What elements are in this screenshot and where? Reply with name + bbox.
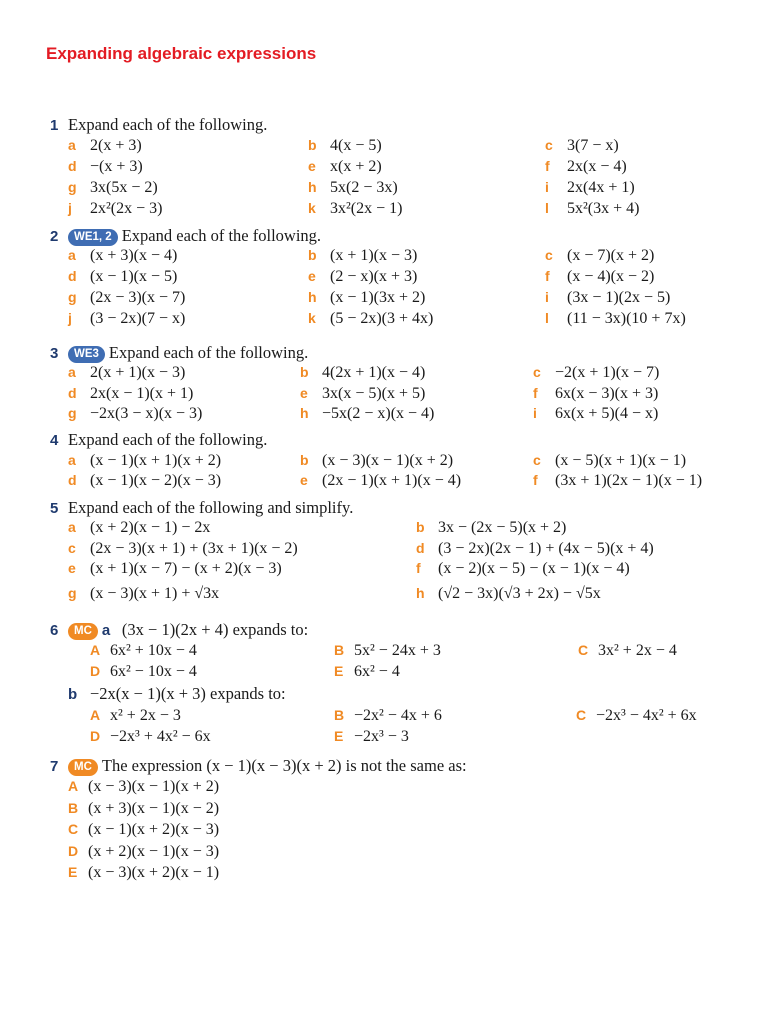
question-number: 7 bbox=[50, 758, 59, 775]
exercise-item bbox=[68, 383, 193, 403]
exercise-item bbox=[308, 266, 417, 286]
question-4-header bbox=[50, 429, 267, 451]
question-number: 5 bbox=[50, 500, 59, 517]
item-label: B bbox=[68, 799, 79, 816]
item-label: h bbox=[300, 405, 309, 421]
exercise-item bbox=[308, 135, 382, 155]
exercise-item bbox=[545, 308, 686, 328]
item-expression: 6x² − 4 bbox=[354, 663, 400, 680]
item-expression: 6x(x + 5)(4 − x) bbox=[555, 405, 659, 422]
question-7-header bbox=[50, 755, 467, 777]
item-label: c bbox=[68, 539, 76, 556]
item-expression: −(x + 3) bbox=[90, 158, 143, 175]
exercise-item bbox=[416, 583, 601, 603]
question-number: 4 bbox=[50, 432, 59, 449]
item-label: h bbox=[416, 585, 425, 601]
item-label: a bbox=[68, 137, 76, 153]
exercise-item bbox=[416, 517, 566, 537]
item-expression: −2(x + 1)(x − 7) bbox=[555, 364, 660, 381]
question-prompt: Expand each of the following. bbox=[68, 430, 268, 449]
item-label: e bbox=[68, 560, 76, 576]
item-label: d bbox=[68, 472, 77, 488]
worksheet-title: Expanding algebraic expressions bbox=[46, 44, 317, 63]
item-label: C bbox=[68, 821, 79, 837]
exercise-item bbox=[68, 841, 219, 861]
exercise-item bbox=[68, 245, 177, 265]
question-3-header bbox=[50, 342, 308, 364]
item-expression: (x − 5)(x + 1)(x − 1) bbox=[555, 452, 687, 469]
worked-example-badge: WE1, 2 bbox=[68, 229, 118, 246]
item-label: h bbox=[308, 289, 317, 305]
exercise-item bbox=[68, 798, 219, 818]
item-label: c bbox=[545, 247, 553, 263]
exercise-item bbox=[308, 177, 398, 197]
exercise-item bbox=[416, 538, 654, 558]
item-expression: −2x³ + 4x² − 6x bbox=[110, 728, 211, 745]
item-expression: 5x² − 24x + 3 bbox=[354, 642, 441, 659]
exercise-item bbox=[334, 705, 442, 725]
exercise-item bbox=[68, 308, 185, 328]
question-prompt: (3x − 1)(2x + 4) expands to: bbox=[121, 620, 309, 639]
exercise-item bbox=[68, 156, 143, 176]
part-label: a bbox=[101, 622, 111, 639]
item-expression: (3x − 1)(2x − 5) bbox=[567, 289, 671, 306]
question-number: 1 bbox=[50, 117, 59, 134]
item-label: g bbox=[68, 405, 77, 421]
item-label: a bbox=[68, 452, 76, 468]
item-label: b bbox=[300, 364, 309, 380]
exercise-item bbox=[90, 726, 211, 746]
exercise-item bbox=[68, 403, 202, 423]
item-expression: 6x² + 10x − 4 bbox=[110, 642, 197, 659]
item-label: B bbox=[334, 642, 345, 658]
question-6b-header bbox=[68, 683, 286, 705]
exercise-item bbox=[545, 266, 654, 286]
exercise-item bbox=[300, 362, 425, 382]
item-expression: (x − 4)(x − 2) bbox=[567, 268, 655, 285]
item-label: k bbox=[308, 200, 316, 216]
item-label: b bbox=[300, 452, 309, 468]
item-expression: (x − 1)(x − 5) bbox=[90, 268, 178, 285]
item-expression: (3 − 2x)(7 − x) bbox=[90, 310, 186, 327]
item-label: f bbox=[545, 158, 550, 174]
exercise-item bbox=[68, 862, 219, 882]
item-label: c bbox=[545, 137, 553, 153]
item-expression: (x − 3)(x − 1)(x + 2) bbox=[322, 452, 454, 469]
item-label: f bbox=[545, 268, 550, 284]
item-expression: 2x(x − 4) bbox=[567, 158, 627, 175]
item-expression: −2x³ − 3 bbox=[354, 728, 409, 745]
exercise-item bbox=[533, 450, 686, 470]
question-prompt: Expand each of the following and simplify. bbox=[68, 498, 354, 517]
item-expression: (3 − 2x)(2x − 1) + (4x − 5)(x + 4) bbox=[438, 539, 654, 557]
exercise-item bbox=[308, 245, 417, 265]
question-prompt: Expand each of the following. bbox=[68, 115, 268, 134]
exercise-item bbox=[68, 135, 142, 155]
item-label: D bbox=[68, 842, 79, 859]
item-expression: (x + 1)(x − 3) bbox=[330, 247, 418, 264]
item-expression: 4(2x + 1)(x − 4) bbox=[322, 364, 426, 381]
exercise-item bbox=[545, 177, 635, 197]
exercise-item bbox=[68, 517, 210, 537]
item-expression: (√2 − 3x)(√3 + 2x) − √5x bbox=[438, 585, 601, 602]
item-label: k bbox=[308, 310, 316, 326]
exercise-item bbox=[68, 266, 177, 286]
item-expression: 2x(x − 1)(x + 1) bbox=[90, 384, 194, 402]
exercise-item bbox=[533, 403, 658, 423]
exercise-item bbox=[533, 362, 659, 382]
item-expression: (x − 3)(x + 1) + √3x bbox=[90, 585, 220, 602]
item-label: l bbox=[545, 310, 549, 326]
item-expression: 5x²(3x + 4) bbox=[567, 200, 640, 217]
item-expression: 6x² − 10x − 4 bbox=[110, 663, 197, 680]
item-label: d bbox=[416, 539, 425, 556]
item-label: c bbox=[533, 364, 541, 380]
item-label: A bbox=[90, 707, 101, 723]
item-expression: (x − 1)(x + 2)(x − 3) bbox=[88, 821, 220, 838]
item-label: d bbox=[68, 384, 77, 401]
item-expression: (x + 3)(x − 1)(x − 2) bbox=[88, 799, 220, 817]
item-label: a bbox=[68, 364, 76, 380]
exercise-item bbox=[545, 135, 619, 155]
question-number: 6 bbox=[50, 622, 59, 639]
multiple-choice-badge: MC bbox=[68, 623, 98, 640]
exercise-item bbox=[308, 198, 402, 218]
exercise-item bbox=[68, 287, 185, 307]
item-expression: (x − 1)(x − 2)(x − 3) bbox=[90, 472, 222, 489]
item-expression: (x − 1)(3x + 2) bbox=[330, 289, 426, 306]
item-label: i bbox=[545, 289, 549, 305]
item-expression: (5 − 2x)(3 + 4x) bbox=[330, 310, 434, 327]
item-label: D bbox=[90, 728, 101, 744]
item-label: g bbox=[68, 289, 77, 305]
item-label: b bbox=[308, 137, 317, 153]
exercise-item bbox=[300, 383, 425, 403]
exercise-item bbox=[68, 776, 219, 796]
item-label: E bbox=[68, 864, 78, 880]
exercise-item bbox=[334, 726, 409, 746]
question-prompt: Expand each of the following. bbox=[121, 226, 322, 245]
item-expression: (x + 3)(x − 4) bbox=[90, 247, 178, 264]
item-label: e bbox=[300, 472, 308, 488]
exercise-item bbox=[308, 156, 382, 176]
question-prompt: Expand each of the following. bbox=[108, 343, 309, 362]
item-label: j bbox=[68, 310, 72, 326]
exercise-item bbox=[545, 245, 654, 265]
exercise-item bbox=[68, 198, 162, 218]
exercise-item bbox=[334, 661, 400, 681]
item-expression: 5x(2 − 3x) bbox=[330, 179, 398, 196]
item-label: f bbox=[533, 384, 538, 401]
exercise-item bbox=[578, 640, 677, 660]
item-expression: (2x − 1)(x + 1)(x − 4) bbox=[322, 472, 462, 489]
item-expression: 3x² + 2x − 4 bbox=[598, 642, 677, 659]
item-label: E bbox=[334, 663, 344, 679]
item-label: B bbox=[334, 707, 345, 723]
item-expression: (x + 2)(x − 1)(x − 3) bbox=[88, 842, 220, 860]
item-expression: (x + 1)(x − 7) − (x + 2)(x − 3) bbox=[90, 560, 282, 577]
question-5-header bbox=[50, 497, 353, 519]
exercise-item bbox=[533, 383, 658, 403]
item-expression: 3x²(2x − 1) bbox=[330, 200, 403, 217]
item-label: d bbox=[68, 268, 77, 284]
item-label: e bbox=[308, 158, 316, 174]
exercise-item bbox=[68, 177, 158, 197]
item-expression: −2x³ − 4x² + 6x bbox=[596, 707, 697, 724]
exercise-item bbox=[545, 287, 670, 307]
item-label: D bbox=[90, 663, 101, 679]
item-expression: (3x + 1)(2x − 1)(x − 1) bbox=[555, 472, 703, 489]
item-expression: 2(x + 3) bbox=[90, 137, 142, 154]
question-2-header bbox=[50, 225, 321, 247]
exercise-item bbox=[68, 819, 219, 839]
item-expression: 2(x + 1)(x − 3) bbox=[90, 364, 186, 381]
item-expression: −5x(2 − x)(x − 4) bbox=[322, 405, 435, 422]
item-expression: (2 − x)(x + 3) bbox=[330, 268, 418, 285]
item-label: e bbox=[308, 268, 316, 284]
item-label: C bbox=[576, 707, 587, 723]
item-expression: x² + 2x − 3 bbox=[110, 707, 181, 724]
item-expression: 2x(4x + 1) bbox=[567, 179, 635, 196]
item-label: C bbox=[578, 642, 589, 658]
exercise-item bbox=[334, 640, 441, 660]
item-expression: −2x² − 4x + 6 bbox=[354, 707, 442, 724]
exercise-item bbox=[308, 308, 433, 328]
exercise-item bbox=[300, 403, 434, 423]
exercise-item bbox=[545, 198, 639, 218]
item-expression: (11 − 3x)(10 + 7x) bbox=[567, 310, 686, 327]
item-expression: 3(7 − x) bbox=[567, 137, 619, 154]
exercise-item bbox=[308, 287, 425, 307]
item-expression: (x − 7)(x + 2) bbox=[567, 247, 655, 264]
item-expression: −2x(3 − x)(x − 3) bbox=[90, 405, 203, 422]
exercise-item bbox=[90, 705, 181, 725]
item-label: E bbox=[334, 728, 344, 744]
exercise-item bbox=[300, 450, 453, 470]
part-label: b bbox=[68, 686, 78, 703]
item-expression: (2x − 3)(x − 7) bbox=[90, 289, 186, 306]
item-expression: (x + 2)(x − 1) − 2x bbox=[90, 519, 211, 536]
exercise-item bbox=[576, 705, 697, 725]
item-label: g bbox=[68, 585, 77, 601]
exercise-item bbox=[300, 470, 461, 490]
exercise-item bbox=[68, 583, 219, 603]
item-label: e bbox=[300, 384, 308, 401]
item-label: d bbox=[68, 158, 77, 174]
question-6-header bbox=[50, 619, 308, 641]
item-label: l bbox=[545, 200, 549, 216]
worked-example-badge: WE3 bbox=[68, 346, 105, 363]
item-label: j bbox=[68, 200, 72, 216]
question-1-header bbox=[50, 114, 267, 136]
item-expression: 6x(x − 3)(x + 3) bbox=[555, 384, 659, 402]
item-label: i bbox=[545, 179, 549, 195]
item-label: g bbox=[68, 179, 77, 195]
item-label: A bbox=[90, 642, 101, 658]
exercise-item bbox=[545, 156, 627, 176]
exercise-item bbox=[416, 558, 630, 578]
item-label: b bbox=[416, 519, 425, 535]
item-expression: (2x − 3)(x + 1) + (3x + 1)(x − 2) bbox=[90, 539, 298, 557]
exercise-item bbox=[68, 470, 221, 490]
item-expression: x(x + 2) bbox=[330, 158, 382, 175]
item-label: f bbox=[533, 472, 538, 488]
item-label: f bbox=[416, 560, 421, 576]
exercise-item bbox=[533, 470, 702, 490]
exercise-item bbox=[68, 558, 282, 578]
question-number: 3 bbox=[50, 345, 59, 362]
item-label: A bbox=[68, 778, 79, 794]
item-label: b bbox=[308, 247, 317, 263]
item-expression: (x − 3)(x + 2)(x − 1) bbox=[88, 864, 220, 881]
exercise-item bbox=[68, 450, 221, 470]
item-label: a bbox=[68, 519, 76, 535]
item-expression: 3x(5x − 2) bbox=[90, 179, 158, 196]
item-expression: 2x²(2x − 3) bbox=[90, 200, 163, 217]
multiple-choice-badge: MC bbox=[68, 759, 98, 776]
item-label: i bbox=[533, 405, 537, 421]
item-expression: 3x − (2x − 5)(x + 2) bbox=[438, 519, 567, 536]
item-label: c bbox=[533, 452, 541, 468]
item-expression: (x − 3)(x − 1)(x + 2) bbox=[88, 778, 220, 795]
item-label: a bbox=[68, 247, 76, 263]
exercise-item bbox=[68, 362, 185, 382]
exercise-item bbox=[90, 640, 197, 660]
item-expression: 3x(x − 5)(x + 5) bbox=[322, 384, 426, 402]
question-number: 2 bbox=[50, 228, 59, 245]
item-expression: (x − 2)(x − 5) − (x − 1)(x − 4) bbox=[438, 560, 630, 577]
item-label: h bbox=[308, 179, 317, 195]
question-prompt: −2x(x − 1)(x + 3) expands to: bbox=[90, 684, 286, 703]
item-expression: 4(x − 5) bbox=[330, 137, 382, 154]
question-prompt: The expression (x − 1)(x − 3)(x + 2) is not the same as: bbox=[101, 756, 467, 775]
exercise-item bbox=[68, 538, 298, 558]
exercise-item bbox=[90, 661, 197, 681]
item-expression: (x − 1)(x + 1)(x + 2) bbox=[90, 452, 222, 469]
